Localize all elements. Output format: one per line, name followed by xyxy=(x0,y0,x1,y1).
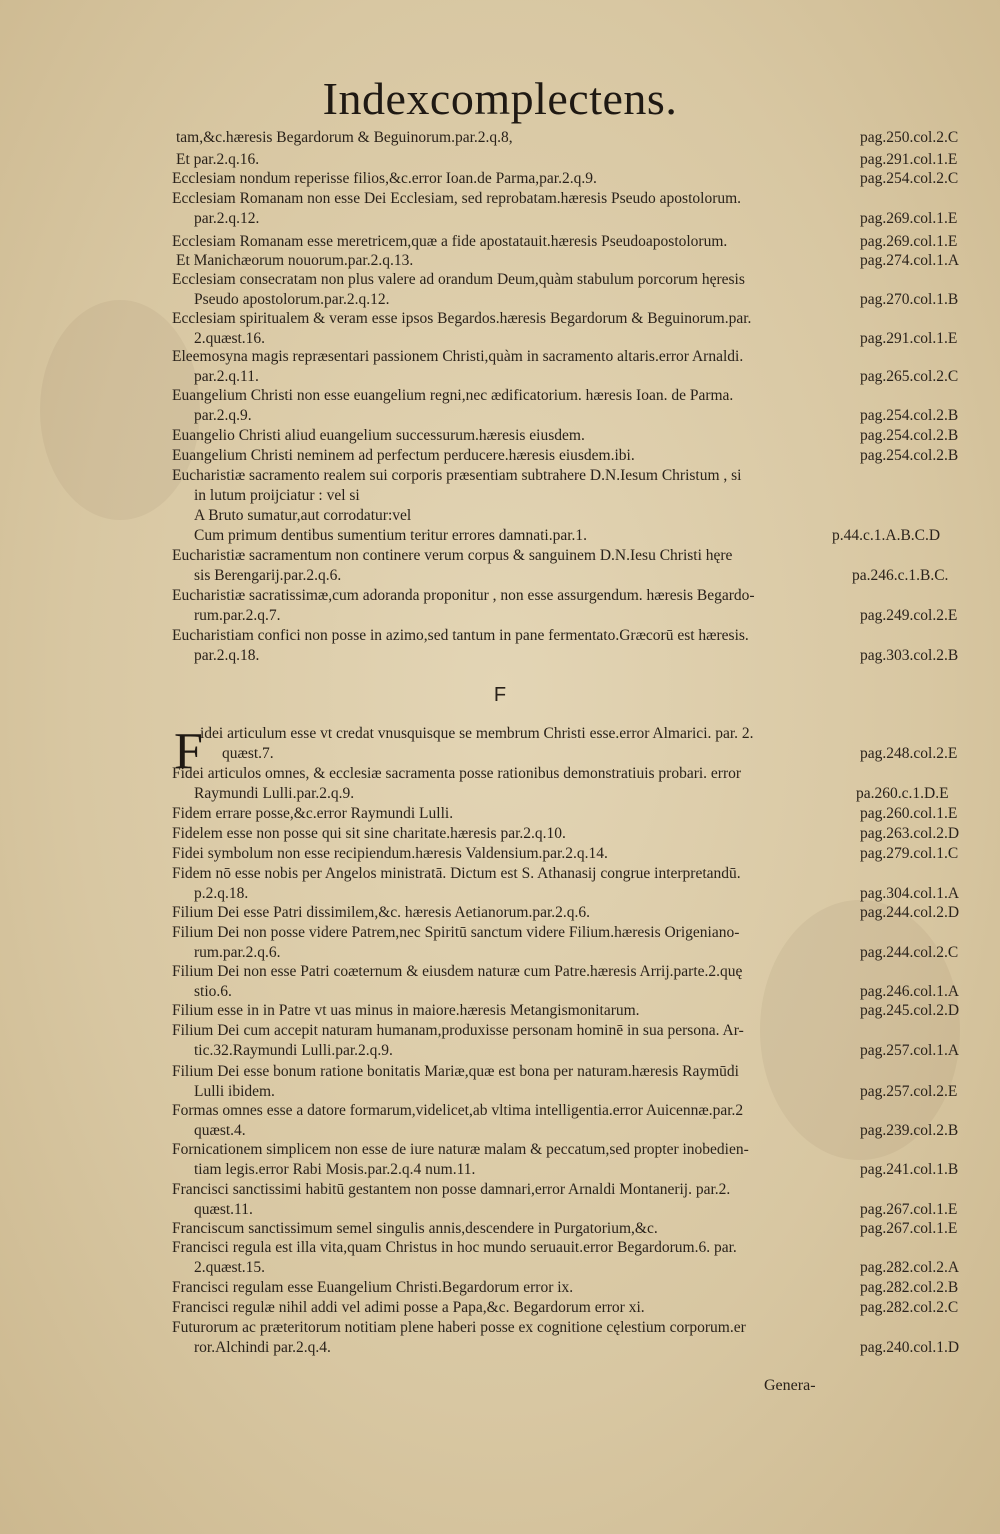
entry-continuation: Raymundi Lulli.par.2.q.9. xyxy=(194,785,355,802)
entry-text: Et par.2.q.16. xyxy=(176,151,260,168)
page-reference: pag.254.col.2.B xyxy=(860,447,959,464)
entry-text: Fidelem esse non posse qui sit sine charitate.hæresis par.2.q.10. xyxy=(172,825,566,842)
page-reference: pag.245.col.2.D xyxy=(860,1002,960,1019)
page-reference: pa.246.c.1.B.C. xyxy=(852,567,949,584)
page-reference: pag.265.col.2.C xyxy=(860,368,959,385)
entry-continuation: 2.quæst.15. xyxy=(194,1259,266,1276)
page-reference: pag.282.col.2.A xyxy=(860,1259,960,1276)
page-reference: pag.244.col.2.C xyxy=(860,944,959,961)
entry-text: Formas omnes esse a datore formarum,videlicet,ab vltima intelligentia.error Auicennæ.par.2 xyxy=(172,1102,744,1119)
entry-continuation: sis Berengarij.par.2.q.6. xyxy=(194,567,342,584)
page-reference: pag.282.col.2.C xyxy=(860,1299,959,1316)
entry-text: Francisci sanctissimi habitū gestantem non posse damnari,error Arnaldi Montanerij. par.2. xyxy=(172,1181,731,1198)
page-reference: pag.249.col.2.E xyxy=(860,607,958,624)
entry-text: Francisci regulam esse Euangelium Christi.Begardorum error ix. xyxy=(172,1279,574,1296)
entry-continuation: Cum primum dentibus sumentium teritur errores damnati.par.1. xyxy=(194,527,588,544)
entry-text: Fidem nō esse nobis per Angelos ministratā. Dictum est S. Athanasij congrue interpretandū. xyxy=(172,865,741,882)
index-entry xyxy=(172,466,998,546)
index-entry xyxy=(172,309,998,349)
entry-text: Ecclesiam nondum reperisse filios,&c.error Ioan.de Parma,par.2.q.9. xyxy=(172,170,597,187)
page-reference: pag.248.col.2.E xyxy=(860,745,958,762)
entry-continuation: ror.Alchindi par.2.q.4. xyxy=(194,1339,331,1356)
page-reference: pag.241.col.1.B xyxy=(860,1161,959,1178)
drop-cap-initial: F xyxy=(174,723,203,780)
index-entry xyxy=(172,903,998,923)
page-reference: pag.244.col.2.D xyxy=(860,904,960,921)
page-reference: pa.260.c.1.D.E xyxy=(856,785,949,802)
entry-continuation: par.2.q.12. xyxy=(194,210,260,227)
index-entry xyxy=(172,1219,998,1239)
entry-continuation: par.2.q.9. xyxy=(194,407,252,424)
entry-text: Ecclesiam Romanam non esse Dei Ecclesiam, sed reprobatam.hæresis Pseudo apostolorum. xyxy=(172,190,742,207)
entry-text: idei articulum esse vt credat vnusquisque se membrum Christi esse.error Almarici. par. 2. xyxy=(200,725,754,742)
entry-text: Filium Dei esse Patri dissimilem,&c. hæresis Aetianorum.par.2.q.6. xyxy=(172,904,591,921)
index-entry xyxy=(176,150,998,170)
page-reference: pag.239.col.2.B xyxy=(860,1122,959,1139)
page-reference: pag.304.col.1.A xyxy=(860,885,960,902)
entry-text: Fidei symbolum non esse recipiendum.hæresis Valdensium.par.2.q.14. xyxy=(172,845,608,862)
entry-continuation: in lutum proijciatur : vel si xyxy=(194,487,360,504)
entry-continuation: rum.par.2.q.6. xyxy=(194,944,281,961)
index-entry xyxy=(172,864,998,904)
entry-text: Fidem errare posse,&c.error Raymundi Lulli. xyxy=(172,805,454,822)
page-reference: pag.267.col.1.E xyxy=(860,1220,958,1237)
entry-continuation: stio.6. xyxy=(194,983,232,1000)
page-reference: pag.254.col.2.B xyxy=(860,427,959,444)
index-entry xyxy=(172,1298,998,1318)
entry-text: Filium Dei esse bonum ratione bonitatis Mariæ,quæ est bona per naturam.hæresis Raymūdi xyxy=(172,1063,739,1080)
page-reference: pag.254.col.2.C xyxy=(860,170,959,187)
entry-continuation: Pseudo apostolorum.par.2.q.12. xyxy=(194,291,390,308)
entry-text: Ecclesiam Romanam esse meretricem,quæ a fide apostatauit.hæresis Pseudoapostolorum. xyxy=(172,233,728,250)
section-letter: F xyxy=(493,684,507,706)
page-title: Indexcomplectens. xyxy=(322,73,678,124)
index-entry xyxy=(172,764,998,804)
entry-continuation: tic.32.Raymundi Lulli.par.2.q.9. xyxy=(194,1042,393,1059)
index-entry xyxy=(172,824,998,844)
entry-text: Euangelio Christi aliud euangelium successurum.hæresis eiusdem. xyxy=(172,427,585,444)
index-entry xyxy=(176,251,998,271)
entry-text: Eleemosyna magis repræsentari passionem Christi,quàm in sacramento altaris.error Arnaldi. xyxy=(172,348,744,365)
entry-text: Euangelium Christi non esse euangelium regni,nec ædificatorium. hæresis Ioan. de Parma. xyxy=(172,387,734,404)
index-entry xyxy=(172,626,998,666)
entry-continuation: quæst.11. xyxy=(194,1201,253,1218)
entry-continuation: A Bruto sumatur,aut corrodatur:vel xyxy=(194,507,412,524)
page-reference: pag.267.col.1.E xyxy=(860,1201,958,1218)
entry-text: Ecclesiam spiritualem & veram esse ipsos Begardos.hæresis Begardorum & Beguinorum.par. xyxy=(172,310,752,327)
index-entry xyxy=(172,169,998,189)
entry-text: Futurorum ac præteritorum notitiam plene haberi posse ex cognitione cęlestium corporum.er xyxy=(172,1319,746,1336)
index-entry xyxy=(200,724,998,764)
index-entry xyxy=(172,546,998,586)
entry-text: Eucharistiæ sacramentum non continere verum corpus & sanguinem D.N.Iesu Christi hęre xyxy=(172,547,733,564)
catchword: Genera- xyxy=(764,1377,816,1394)
page-reference: pag.303.col.2.B xyxy=(860,647,959,664)
page-reference: pag.269.col.1.E xyxy=(860,233,958,250)
page-reference: pag.282.col.2.B xyxy=(860,1279,959,1296)
index-entry xyxy=(172,426,998,446)
entry-text: Filium esse in in Patre vt uas minus in maiore.hæresis Metangismonitarum. xyxy=(172,1002,640,1019)
entry-text: Francisci regula est illa vita,quam Christus in hoc mundo seruauit.error Begardorum.6. par. xyxy=(172,1239,737,1256)
index-entry xyxy=(172,1318,998,1358)
page-reference: pag.291.col.1.E xyxy=(860,330,958,347)
index-entry xyxy=(172,923,998,963)
entry-text: Euangelium Christi neminem ad perfectum perducere.hæresis eiusdem.ibi. xyxy=(172,447,635,464)
index-entry xyxy=(172,446,998,466)
page-reference: pag.254.col.2.B xyxy=(860,407,959,424)
page-reference: pag.246.col.1.A xyxy=(860,983,960,1000)
entry-text: Filium Dei non posse videre Patrem,nec Spiritū sanctum videre Filium.hæresis Origeniano- xyxy=(172,924,740,941)
page-reference: pag.291.col.1.E xyxy=(860,151,958,168)
page-reference: pag.257.col.2.E xyxy=(860,1083,958,1100)
page-reference: pag.270.col.1.B xyxy=(860,291,959,308)
entry-continuation: quæst.7. xyxy=(222,745,274,762)
entry-text: Eucharistiæ sacramento realem sui corporis præsentiam subtrahere D.N.Iesum Christum , si xyxy=(172,467,742,484)
index-entry xyxy=(172,962,998,1002)
entry-text: Franciscum sanctissimum semel singulis annis,descendere in Purgatorium,&c. xyxy=(172,1220,658,1237)
index-entry xyxy=(172,1238,998,1278)
index-entry xyxy=(172,1062,998,1102)
index-entry xyxy=(172,189,998,229)
entry-continuation: quæst.4. xyxy=(194,1122,246,1139)
index-entry xyxy=(172,804,998,824)
page-reference: pag.263.col.2.D xyxy=(860,825,960,842)
entry-continuation: 2.quæst.16. xyxy=(194,330,266,347)
page-reference: pag.279.col.1.C xyxy=(860,845,959,862)
index-entry xyxy=(172,1140,998,1180)
index-entry xyxy=(172,386,998,426)
index-entry xyxy=(172,844,998,864)
page-reference: p.44.c.1.A.B.C.D xyxy=(832,527,941,544)
index-entry xyxy=(172,1278,998,1298)
index-entry xyxy=(172,1101,998,1141)
entry-continuation: Lulli ibidem. xyxy=(194,1083,275,1100)
index-entry xyxy=(172,1180,998,1220)
entry-text: Francisci regulæ nihil addi vel adimi posse a Papa,&c. Begardorum error xi. xyxy=(172,1299,645,1316)
entry-text: Fornicationem simplicem non esse de iure naturæ malam & peccatum,sed propter inobedien- xyxy=(172,1141,749,1158)
page-reference: pag.274.col.1.A xyxy=(860,252,960,269)
entry-continuation: tiam legis.error Rabi Mosis.par.2.q.4 num.11. xyxy=(194,1161,476,1178)
page-reference: pag.269.col.1.E xyxy=(860,210,958,227)
index-entry xyxy=(172,1001,998,1021)
index-entry xyxy=(172,270,998,310)
entry-continuation: par.2.q.11. xyxy=(194,368,259,385)
entry-text: tam,&c.hæresis Begardorum & Beguinorum.par.2.q.8, xyxy=(176,129,513,146)
index-entry xyxy=(172,1021,998,1061)
entry-text: Fidei articulos omnes, & ecclesiæ sacramenta posse rationibus demonstratiuis probari. error xyxy=(172,765,742,782)
index-entry xyxy=(172,347,998,387)
entry-continuation: p.2.q.18. xyxy=(194,885,249,902)
index-entry xyxy=(176,128,998,148)
entry-text: Ecclesiam consecratam non plus valere ad orandum Deum,quàm stabulum porcorum hęresis xyxy=(172,271,745,288)
entry-text: Eucharistiæ sacratissimæ,cum adoranda proponitur , non esse assurgendum. hæresis Begardo- xyxy=(172,587,755,604)
index-entry xyxy=(172,586,998,626)
entry-text: Et Manichæorum nouorum.par.2.q.13. xyxy=(176,252,414,269)
entry-continuation: par.2.q.18. xyxy=(194,647,260,664)
entry-text: Eucharistiam confici non posse in azimo,sed tantum in pane fermentato.Græcorū est hæresis. xyxy=(172,627,749,644)
page-reference: pag.240.col.1.D xyxy=(860,1339,960,1356)
entry-continuation: rum.par.2.q.7. xyxy=(194,607,281,624)
index-entry xyxy=(172,232,998,252)
entry-text: Filium Dei non esse Patri coæternum & eiusdem naturæ cum Patre.hæresis Arrij.parte.2.quę xyxy=(172,963,743,980)
page-reference: pag.250.col.2.C xyxy=(860,129,959,146)
page-reference: pag.257.col.1.A xyxy=(860,1042,960,1059)
entry-text: Filium Dei cum accepit naturam humanam,produxisse personam hominē in sua persona. Ar- xyxy=(172,1022,744,1039)
page-reference: pag.260.col.1.E xyxy=(860,805,958,822)
